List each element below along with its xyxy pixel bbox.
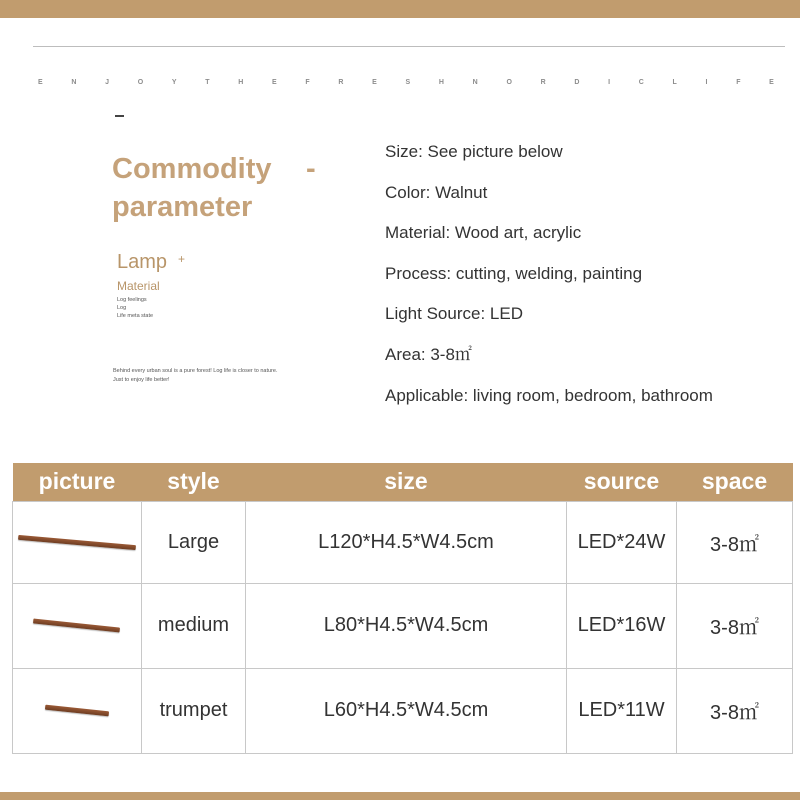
tagline-letter: E — [769, 79, 774, 86]
tagline-letter: J — [105, 79, 110, 86]
size-cell: L60*H4.5*W4.5cm — [246, 668, 567, 753]
space-cell: 3-8㎡ — [677, 583, 793, 668]
spec-light-source: Light Source: LED — [385, 304, 523, 324]
tagline-letter: D — [574, 79, 580, 86]
tagline-letter: E — [38, 79, 43, 86]
header-rule — [33, 46, 785, 47]
style-cell: trumpet — [142, 668, 246, 753]
tagline — [38, 79, 774, 86]
style-cell: Large — [142, 501, 246, 583]
tagline-letter: Y — [171, 79, 177, 86]
source-cell: LED*11W — [567, 668, 677, 753]
lamp-note: Log — [117, 305, 127, 311]
size-cell: L80*H4.5*W4.5cm — [246, 583, 567, 668]
column-header-source: source — [567, 463, 677, 501]
size-table — [12, 463, 793, 754]
table-row — [13, 501, 793, 583]
tagline-letter: E — [272, 79, 277, 86]
column-header-size: size — [246, 463, 567, 501]
tagline-letter: R — [540, 79, 546, 86]
blurb-line: Just to enjoy life better! — [113, 377, 170, 383]
lamp-note: Log feelings — [117, 297, 147, 303]
lamp-subtitle: Material — [117, 279, 160, 293]
blurb-line: Behind every urban soul is a pure forest! Log life is closer to nature. — [113, 368, 278, 374]
spec-list — [385, 141, 713, 425]
lamp-picture-trumpet — [13, 668, 142, 753]
spec-area: Area: 3-8㎡ — [385, 344, 472, 364]
page-title — [112, 150, 272, 226]
space-cell: 3-8㎡ — [677, 501, 793, 583]
tagline-letter: O — [506, 79, 512, 86]
tagline-letter: N — [71, 79, 77, 86]
top-accent-band — [0, 0, 800, 18]
column-header-space: space — [677, 463, 793, 501]
column-header-picture: picture — [13, 463, 142, 501]
tagline-letter: E — [372, 79, 377, 86]
source-cell: LED*16W — [567, 583, 677, 668]
spec-process: Process: cutting, welding, painting — [385, 263, 643, 283]
lamp-title: Lamp — [117, 251, 168, 273]
table-header-row — [13, 463, 793, 501]
lamp-medium-image — [33, 618, 120, 632]
tagline-letter: C — [638, 79, 644, 86]
page-title-dash: - — [306, 153, 316, 185]
space-cell: 3-8㎡ — [677, 668, 793, 753]
lamp-picture-medium — [13, 583, 142, 668]
tagline-letter: I — [705, 79, 708, 86]
page-title-line1: Commodity — [112, 153, 272, 185]
spec-applicable: Applicable: living room, bedroom, bathroom — [385, 385, 713, 405]
tagline-letter: O — [137, 79, 144, 86]
spec-size: Size: See picture below — [385, 142, 563, 161]
tagline-letter: F — [305, 79, 310, 86]
lamp-notes — [117, 296, 153, 320]
tagline-letter: F — [736, 79, 741, 86]
spec-color: Color: Walnut — [385, 182, 488, 202]
table-row — [13, 583, 793, 668]
column-header-style: style — [142, 463, 246, 501]
lamp-blurb — [113, 367, 277, 385]
lamp-trumpet-image — [45, 705, 109, 717]
source-cell: LED*24W — [567, 501, 677, 583]
tagline-letter: S — [405, 79, 411, 86]
tagline-letter: I — [608, 79, 611, 86]
page-title-line2: parameter — [112, 191, 253, 223]
tagline-letter: N — [472, 79, 478, 86]
lamp-plus: + — [178, 252, 186, 266]
bottom-accent-band — [0, 792, 800, 800]
lamp-large-image — [18, 534, 136, 549]
section-dash — [115, 115, 124, 117]
tagline-letter: H — [238, 79, 244, 86]
lamp-picture-large — [13, 501, 142, 583]
tagline-letter: T — [205, 79, 210, 86]
lamp-note: Life meta state — [117, 313, 154, 319]
table-row — [13, 668, 793, 753]
style-cell: medium — [142, 583, 246, 668]
tagline-letter: L — [672, 79, 677, 86]
tagline-letter: R — [338, 79, 344, 86]
spec-material: Material: Wood art, acrylic — [385, 223, 582, 243]
size-cell: L120*H4.5*W4.5cm — [246, 501, 567, 583]
tagline-letter: H — [438, 79, 444, 86]
